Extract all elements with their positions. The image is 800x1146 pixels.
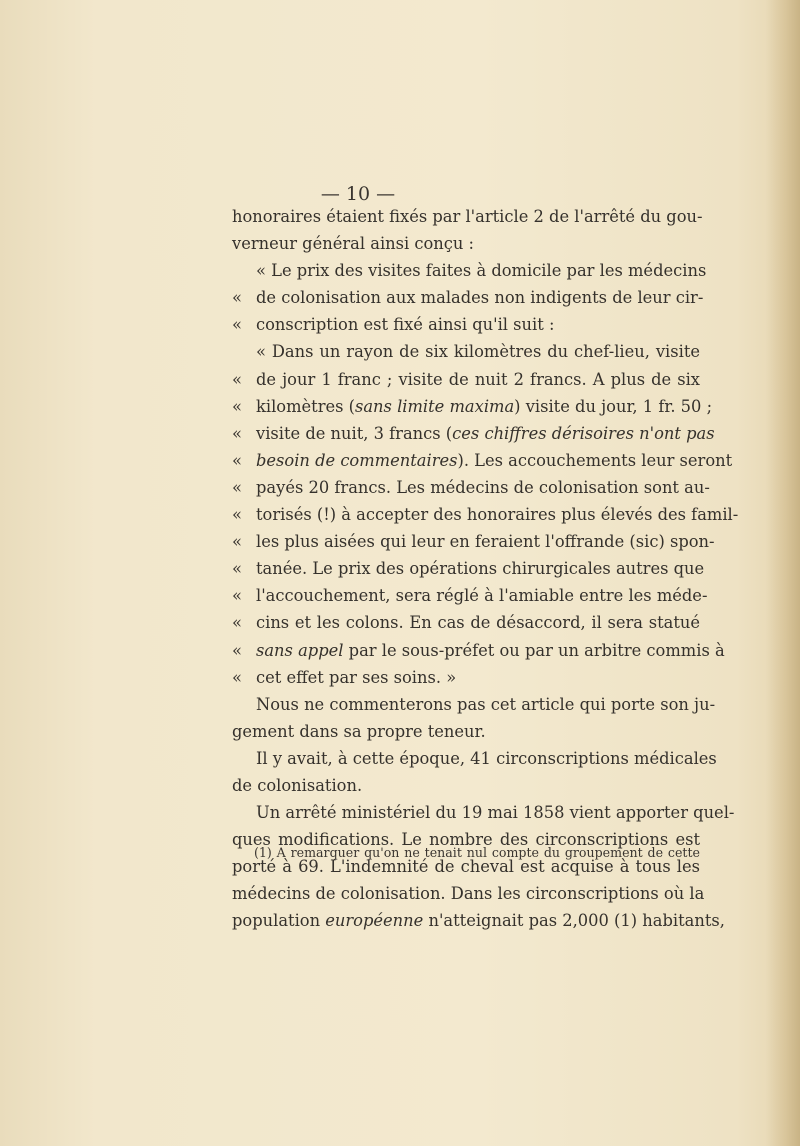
page-number: — 10 —	[320, 183, 396, 205]
quote-mark: «	[232, 559, 242, 579]
text-line	[232, 880, 705, 907]
text-run: Il y avait, à cette époque, 41 circonscriptions médicales	[256, 748, 717, 768]
quote-mark: «	[232, 315, 242, 335]
text-line	[232, 609, 700, 636]
italic-text: sans limite maxima	[355, 396, 515, 416]
text-run: tanée. Le prix des opérations chirurgicales autres que	[256, 559, 705, 579]
text-run: « Le prix des visites faites à domicile par les médecins	[256, 261, 707, 281]
text-line	[232, 555, 705, 582]
text-run: population	[232, 911, 326, 931]
text-run: les plus aisées qui leur en feraient l'offrande (sic) spon-	[256, 532, 715, 552]
text-line	[232, 230, 700, 257]
footnote: (1) A remarquer qu'on ne tenait nul compte du groupement de cette	[254, 845, 700, 860]
text-run: payés 20 francs. Les médecins de colonisation sont au-	[256, 477, 710, 497]
text-line	[232, 257, 707, 284]
quote-mark: «	[232, 396, 242, 416]
text-line	[232, 447, 733, 474]
text-line	[232, 907, 725, 934]
text-run: ques modifications. Le nombre des circonscriptions est	[232, 830, 700, 850]
body-text	[232, 203, 739, 935]
quote-mark: «	[232, 505, 242, 525]
quote-mark: «	[232, 613, 242, 633]
text-run: ) visite du jour, 1 fr. 50 ;	[514, 396, 713, 416]
text-line	[232, 501, 739, 528]
page-edge-shadow	[766, 0, 800, 1146]
text-run: ). Les accouchements leur seront	[457, 450, 733, 470]
text-run: l'accouchement, sera réglé à l'amiable entre les méde-	[256, 586, 708, 606]
text-line	[232, 664, 700, 691]
text-run: par le sous-préfet ou par un arbitre commis à	[343, 640, 725, 660]
text-line	[232, 203, 703, 230]
text-run: Un arrêté ministériel du 19 mai 1858 vient apporter quel-	[256, 803, 735, 823]
text-run: kilomètres (	[256, 396, 355, 416]
text-line	[232, 691, 716, 718]
text-run: verneur général ainsi conçu :	[232, 234, 475, 254]
text-run: de colonisation.	[232, 775, 363, 795]
text-run: conscription est fixé ainsi qu'il suit :	[256, 315, 555, 335]
text-line	[232, 637, 725, 664]
text-run: n'atteignait pas 2,000 (1) habitants,	[423, 911, 725, 931]
text-run: visite de nuit, 3 francs (	[256, 423, 453, 443]
quote-mark: «	[232, 450, 242, 470]
quote-mark: «	[232, 288, 242, 308]
text-line	[232, 745, 717, 772]
text-line	[232, 582, 708, 609]
italic-text: sans appel	[256, 640, 344, 660]
text-run: « Dans un rayon de six kilomètres du chef-lieu, visite	[256, 342, 700, 362]
quote-mark: «	[232, 532, 242, 552]
text-run: de jour 1 franc ; visite de nuit 2 francs. A plus de six	[256, 369, 700, 389]
italic-text: ces chiffres dérisoires n'ont pas	[452, 423, 715, 443]
quote-mark: «	[232, 586, 242, 606]
text-line	[232, 474, 710, 501]
text-run: Nous ne commenterons pas cet article qui porte son ju-	[256, 694, 716, 714]
text-run: cins et les colons. En cas de désaccord, il sera statué	[256, 613, 700, 633]
quote-mark: «	[232, 369, 242, 389]
quote-mark: «	[232, 423, 242, 443]
text-line	[232, 311, 700, 338]
text-run: de colonisation aux malades non indigents de leur cir-	[256, 288, 704, 308]
italic-text: besoin de commentaires	[256, 450, 458, 470]
quote-mark: «	[232, 667, 242, 687]
quote-mark: «	[232, 640, 242, 660]
italic-text: européenne	[325, 911, 424, 931]
text-line	[232, 528, 715, 555]
text-run: honoraires étaient fixés par l'article 2 de l'arrêté du gou-	[232, 207, 703, 226]
text-line	[232, 366, 700, 393]
text-run: médecins de colonisation. Dans les circonscriptions où la	[232, 884, 705, 904]
text-line	[232, 772, 700, 799]
text-line	[232, 420, 715, 447]
quote-mark: «	[232, 477, 242, 497]
text-run: porté à 69. L'indemnité de cheval est acquise à tous les	[232, 857, 700, 877]
text-run: torisés (!) à accepter des honoraires plus élevés des famil-	[256, 505, 739, 525]
text-line	[232, 799, 735, 826]
text-line	[232, 718, 700, 745]
text-line	[232, 338, 700, 365]
text-run: gement dans sa propre teneur.	[232, 721, 486, 741]
text-run: cet effet par ses soins. »	[256, 667, 457, 687]
text-line	[232, 284, 704, 311]
text-line	[232, 393, 713, 420]
